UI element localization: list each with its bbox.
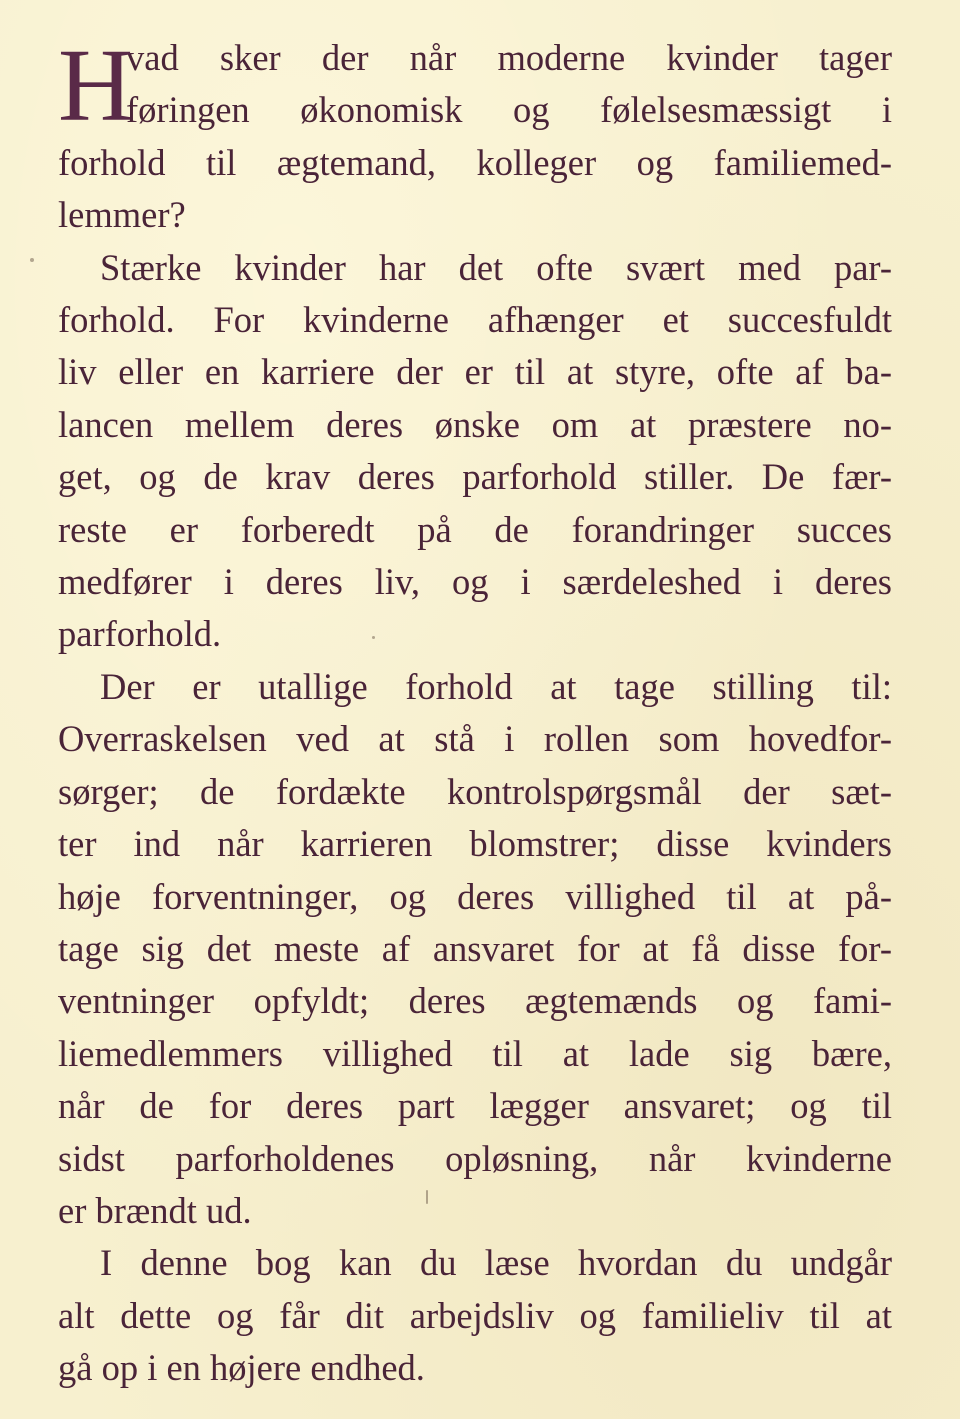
paper-speck — [426, 1190, 428, 1204]
text-line: sørger; de fordækte kontrolspørgsmål der sæt- — [58, 770, 892, 812]
text-line: I denne bog kan du læse hvordan du undgår — [100, 1242, 892, 1284]
text-line: lemmer? — [58, 194, 186, 236]
text-line: Stærke kvinder har det ofte svært med par- — [100, 246, 892, 288]
back-cover-text — [58, 28, 892, 1395]
text-line: liemedlemmers villighed til at lade sig bære, — [58, 1032, 892, 1074]
text-line: føringen økonomisk og følelsesmæssigt i — [126, 89, 892, 131]
text-line: parforhold. — [58, 613, 222, 655]
text-line: tage sig det meste af ansvaret for at få disse for- — [58, 927, 892, 969]
text-line: vad sker der når moderne kvinder tager — [126, 37, 892, 78]
paragraph-2 — [58, 242, 892, 661]
paragraph-3 — [58, 661, 892, 1237]
text-line: gå op i en højere endhed. — [58, 1347, 425, 1389]
text-line: sidst parforholdenes opløsning, når kvinderne — [58, 1137, 892, 1179]
text-line: alt dette og får dit arbejdsliv og familieliv til at — [58, 1294, 892, 1336]
text-line: reste er forberedt på de forandringer succes — [58, 508, 892, 550]
paragraph-1 — [58, 28, 892, 242]
text-line: liv eller en karriere der er til at styre, ofte af ba- — [58, 351, 892, 393]
paper-speck — [372, 636, 375, 639]
text-line: medfører i deres liv, og i særdeleshed i deres — [58, 561, 892, 603]
text-line: Der er utallige forhold at tage stilling til: — [100, 665, 892, 707]
text-line: høje forventninger, og deres villighed til at på- — [58, 875, 892, 917]
text-line: lancen mellem deres ønske om at præstere no- — [58, 403, 892, 445]
drop-cap: H — [58, 28, 134, 143]
text-line: ter ind når karrieren blomstrer; disse kvinders — [58, 823, 892, 865]
paragraph-4 — [58, 1237, 892, 1394]
text-line: forhold. For kvinderne afhænger et succesfuldt — [58, 299, 892, 341]
text-line: get, og de krav deres parforhold stiller. De fær- — [58, 456, 892, 498]
text-line: Overraskelsen ved at stå i rollen som hovedfor- — [58, 718, 892, 760]
text-line: når de for deres part lægger ansvaret; og til — [58, 1085, 892, 1127]
text-line: ventninger opfyldt; deres ægtemænds og fami- — [58, 980, 892, 1022]
text-line: forhold til ægtemand, kolleger og familiemed- — [58, 141, 892, 183]
dropcap-block — [58, 28, 892, 143]
text-line: er brændt ud. — [58, 1189, 252, 1231]
paper-speck — [30, 258, 34, 262]
